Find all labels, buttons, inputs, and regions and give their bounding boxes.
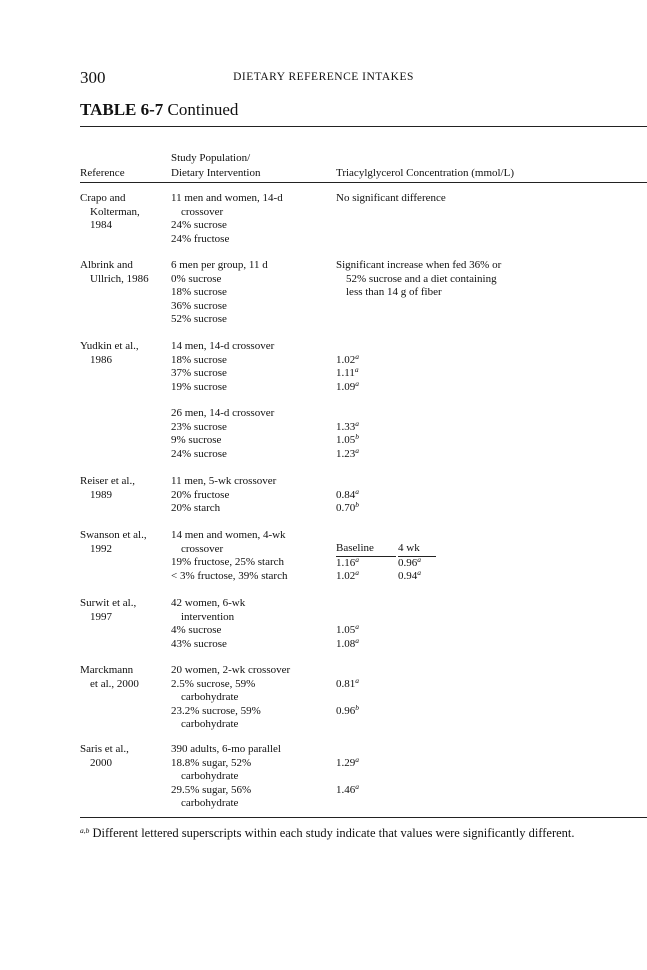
- header-rule: [80, 182, 647, 183]
- subheader-4wk: 4 wk: [398, 542, 436, 557]
- footnote-marks: a,b: [80, 826, 90, 835]
- page-number: 300: [80, 68, 106, 87]
- table-row-population: 42 women, 6-wk intervention 4% sucrose 43% sucrose: [171, 597, 246, 650]
- table-row-tg: No significant difference: [336, 192, 446, 204]
- table-label: TABLE 6-7: [80, 100, 164, 119]
- table-row-ref: Surwit et al., 1997: [80, 597, 137, 623]
- table-row-population: 6 men per group, 11 d 0% sucrose 18% sucrose 36% sucrose 52% sucrose: [171, 259, 268, 325]
- table-row-population: 11 men, 5-wk crossover 20% fructose 20% starch: [171, 475, 277, 514]
- header-population-line2: Dietary Intervention: [171, 167, 261, 179]
- table-row-population: 14 men and women, 4-wk crossover 19% fructose, 25% starch < 3% fructose, 39% starch: [171, 529, 288, 582]
- table-row-population: 20 women, 2-wk crossover 2.5% sucrose, 59% carbohydrate 23.2% sucrose, 59% carbohydrate: [171, 664, 291, 730]
- table-row-tg: 1.02$^a$ 1.11$^a$ 1.09$^a$: [336, 351, 359, 393]
- table-row-ref: Marckmann et al., 2000: [80, 664, 139, 690]
- table-row-tg-week4: 4 wk 0.96$^a$ 0.94$^a$: [398, 542, 436, 584]
- table-row-population: 390 adults, 6-mo parallel 18.8% sugar, 52% carbohydrate 29.5% sugar, 56% carbohydrate: [171, 743, 281, 809]
- table-row-tg: 1.33$^a$ 1.05$^b$ 1.23$^a$: [336, 418, 359, 460]
- table-row-population: 11 men and women, 14-d crossover 24% sucrose 24% fructose: [171, 192, 283, 245]
- table-row-tg: 1.05$^a$ 1.08$^a$: [336, 622, 359, 650]
- table-row-tg: 1.29$^a$ 1.46$^a$: [336, 754, 359, 796]
- bottom-rule: [80, 817, 647, 818]
- table-row-tg: 0.81$^a$ 0.96$^b$: [336, 675, 359, 717]
- table-title: [80, 100, 238, 120]
- table-label-suffix: Continued: [167, 100, 239, 119]
- subheader-baseline: Baseline: [336, 542, 396, 557]
- running-head: DIETARY REFERENCE INTAKES: [233, 71, 414, 83]
- table-row-ref: Reiser et al., 1989: [80, 475, 135, 501]
- header-reference: Reference: [80, 167, 125, 179]
- footnote-text: Different lettered superscripts within each study indicate that values were significantly different.: [92, 826, 575, 840]
- table-row-ref: Albrink and Ullrich, 1986: [80, 259, 149, 285]
- table-row-ref: Swanson et al., 1992: [80, 529, 147, 555]
- table-row-population: 14 men, 14-d crossover 18% sucrose 37% sucrose 19% sucrose: [171, 340, 275, 393]
- table-row-tg: Significant increase when fed 36% or 52% sucrose and a diet containing less than 14 g of fiber: [336, 259, 502, 298]
- table-row-ref: Yudkin et al., 1986: [80, 340, 139, 366]
- table-row-population: 26 men, 14-d crossover 23% sucrose 9% sucrose 24% sucrose: [171, 407, 275, 460]
- header-population-line1: Study Population/: [171, 152, 251, 164]
- top-rule: [80, 126, 647, 127]
- table-row-tg-baseline: Baseline 1.16$^a$ 1.02$^a$: [336, 542, 396, 584]
- table-row-ref: Saris et al., 2000: [80, 743, 129, 769]
- table-row-tg: 0.84$^a$ 0.70$^b$: [336, 486, 359, 514]
- header-triacylglycerol: Triacylglycerol Concentration (mmol/L): [336, 167, 514, 179]
- footnote: [80, 825, 590, 842]
- table-row-ref: Crapo and Kolterman, 1984: [80, 192, 140, 231]
